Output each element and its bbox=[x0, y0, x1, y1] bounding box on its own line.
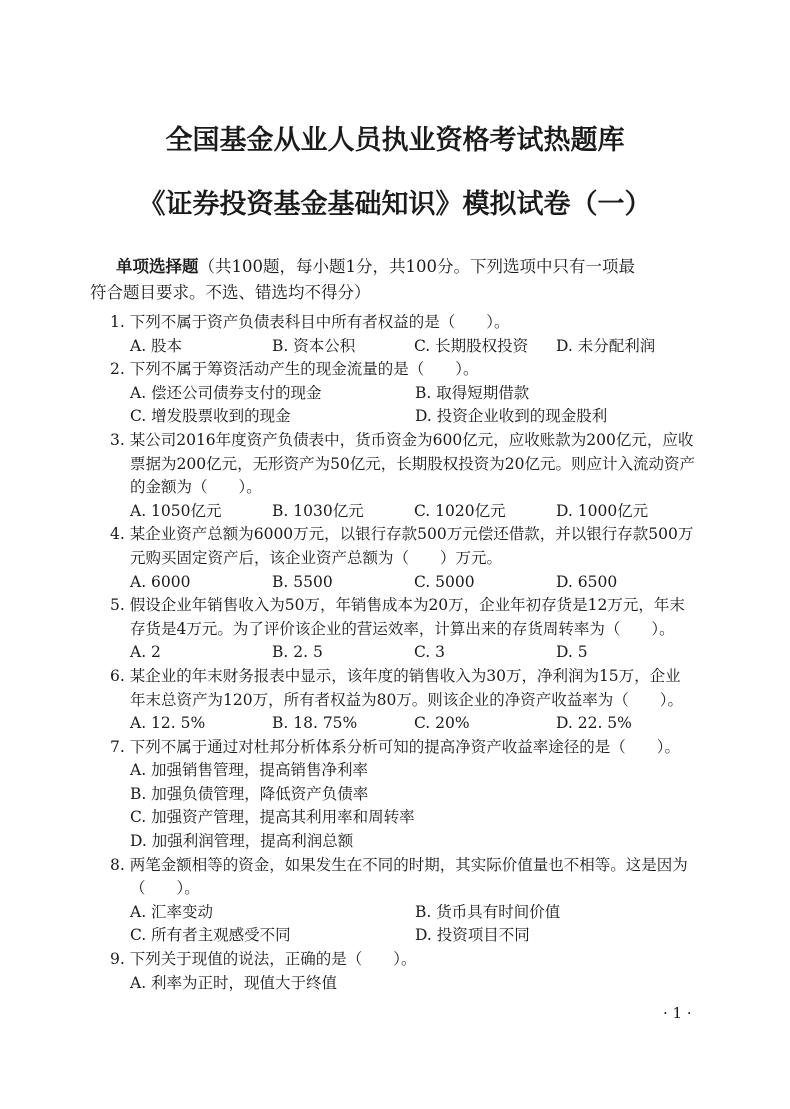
option-row bbox=[130, 335, 720, 359]
option-row bbox=[130, 405, 720, 429]
answer-option: A. 12. 5% bbox=[130, 714, 206, 733]
option-row bbox=[130, 830, 720, 854]
question-9 bbox=[110, 948, 720, 995]
question-stem: 年末总资产为120万，所有者权益为80万。则该企业的净资产收益率为（ ）。 bbox=[130, 690, 684, 709]
exam-bank-title: 全国基金从业人员执业资格考试热题库 bbox=[165, 125, 625, 156]
question-5 bbox=[110, 594, 720, 665]
page-number: · 1 · bbox=[663, 1004, 692, 1022]
answer-option: D. 未分配利润 bbox=[556, 336, 656, 355]
option-row bbox=[130, 382, 720, 406]
answer-option: B. 5500 bbox=[272, 572, 333, 591]
answer-option: D. 加强利润管理，提高利润总额 bbox=[130, 832, 354, 851]
answer-option: C. 5000 bbox=[414, 572, 475, 591]
question-list bbox=[110, 311, 720, 995]
section-desc-1: （共100题，每小题1分，共100分。下列选项中只有一项最 bbox=[198, 257, 635, 276]
answer-option: D. 1000亿元 bbox=[556, 501, 649, 520]
question-stem: 元购买固定资产后，该企业资产总额为（ ）万元。 bbox=[130, 548, 503, 567]
answer-option: A. 股本 bbox=[130, 336, 183, 355]
question-stem: 4. 某企业资产总额为6000万元，以银行存款500万元偿还借款，并以银行存款500万 bbox=[110, 525, 694, 544]
answer-option: B. 18. 75% bbox=[272, 714, 358, 733]
answer-option: A. 2 bbox=[130, 643, 161, 662]
answer-option: D. 投资项目不同 bbox=[415, 926, 530, 945]
option-row bbox=[130, 901, 720, 925]
question-stem: 1. 下列不属于资产负债表科目中所有者权益的是（ ）。 bbox=[110, 313, 510, 331]
question-stem: 的金额为（ ）。 bbox=[130, 478, 262, 497]
answer-option: A. 加强销售管理，提高销售净利率 bbox=[130, 761, 369, 780]
option-row bbox=[130, 500, 720, 524]
answer-option: C. 1020亿元 bbox=[414, 501, 506, 520]
question-7 bbox=[110, 736, 720, 854]
section-label: 单项选择题 bbox=[116, 257, 199, 276]
answer-option: B. 加强负债管理，降低资产负债率 bbox=[130, 784, 369, 803]
option-row bbox=[130, 712, 720, 736]
question-stem: 6. 某企业的年末财务报表中显示，该年度的销售收入为30万，净利润为15万，企业 bbox=[110, 666, 681, 685]
option-row bbox=[130, 972, 720, 996]
answer-option: B. 取得短期借款 bbox=[415, 383, 530, 402]
question-1 bbox=[110, 311, 720, 358]
question-stem: 票据为200亿元，无形资产为50亿元，长期股权投资为20亿元。则应计入流动资产 bbox=[130, 454, 696, 473]
answer-option: B. 2. 5 bbox=[272, 643, 323, 662]
question-4 bbox=[110, 523, 720, 594]
answer-option: C. 3 bbox=[414, 643, 446, 662]
answer-option: D. 5 bbox=[556, 643, 588, 662]
answer-option: D. 投资企业收到的现金股利 bbox=[415, 407, 608, 426]
answer-option: B. 1030亿元 bbox=[272, 501, 364, 520]
question-stem: 2. 下列不属于筹资活动产生的现金流量的是（ ）。 bbox=[110, 360, 479, 379]
paper-subtitle: 《证券投资基金基础知识》模拟试卷（一） bbox=[138, 189, 652, 220]
answer-option: D. 22. 5% bbox=[556, 714, 632, 733]
option-row bbox=[130, 641, 720, 665]
question-stem: 3. 某公司2016年度资产负债表中，货币资金为600亿元，应收账款为200亿元，应收 bbox=[110, 430, 694, 449]
answer-option: A. 汇率变动 bbox=[130, 902, 214, 921]
question-3 bbox=[110, 429, 720, 523]
answer-option: A. 偿还公司债券支付的现金 bbox=[130, 383, 322, 402]
question-stem: 存货是4万元。为了评价该企业的营运效率，计算出来的存货周转率为（ ）。 bbox=[130, 619, 675, 638]
question-stem: 5. 假设企业年销售收入为50万，年销售成本为20万，企业年初存货是12万元，年末 bbox=[110, 596, 685, 615]
question-2 bbox=[110, 358, 720, 429]
answer-option: A. 利率为正时，现值大于终值 bbox=[130, 973, 338, 992]
answer-option: A. 6000 bbox=[130, 572, 191, 591]
answer-option: B. 货币具有时间价值 bbox=[415, 902, 561, 921]
option-row bbox=[130, 806, 720, 830]
answer-option: C. 长期股权投资 bbox=[414, 336, 529, 355]
answer-option: C. 20% bbox=[414, 714, 470, 733]
answer-option: C. 增发股票收到的现金 bbox=[130, 407, 291, 426]
question-6 bbox=[110, 665, 720, 736]
section-intro-line2: 符合题目要求。不选、错选均不得分） bbox=[90, 283, 371, 302]
question-stem: 9. 下列关于现值的说法，正确的是（ ）。 bbox=[110, 950, 417, 969]
answer-option: A. 1050亿元 bbox=[130, 501, 222, 520]
answer-option: B. 资本公积 bbox=[272, 336, 356, 355]
question-stem: （ ）。 bbox=[130, 879, 200, 898]
option-row bbox=[130, 783, 720, 807]
option-row bbox=[130, 571, 720, 595]
question-stem: 8. 两笔金额相等的资金，如果发生在不同的时期，其实际价值量也不相等。这是因为 bbox=[110, 855, 688, 874]
answer-option: C. 加强资产管理，提高其利用率和周转率 bbox=[130, 808, 415, 827]
question-8 bbox=[110, 854, 720, 948]
answer-option: C. 所有者主观感受不同 bbox=[130, 926, 291, 945]
answer-option: D. 6500 bbox=[556, 572, 618, 591]
option-row bbox=[130, 924, 720, 948]
question-stem: 7. 下列不属于通过对杜邦分析体系分析可知的提高净资产收益率途径的是（ ）。 bbox=[110, 737, 680, 756]
option-row bbox=[130, 759, 720, 783]
